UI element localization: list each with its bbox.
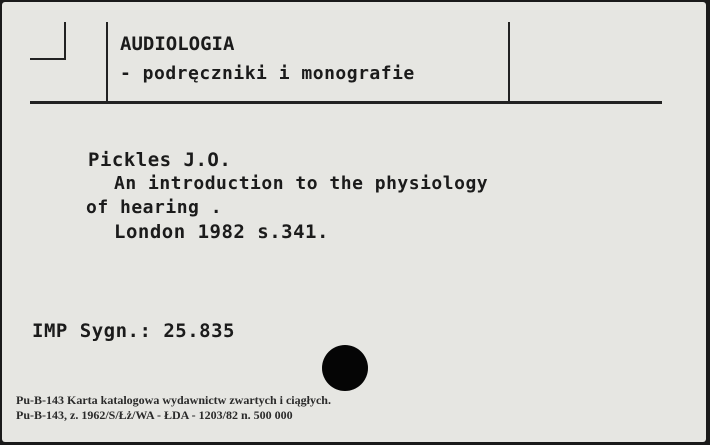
footer-line-2: Pu-B-143, z. 1962/S/Łż/WA - ŁDA - 1203/82 n. 500 000 (16, 408, 293, 422)
title-line-2: of hearing . (86, 197, 223, 218)
corner-mark-horizontal (30, 58, 66, 60)
subject-heading: AUDIOLOGIA (120, 33, 235, 55)
corner-mark-vertical (64, 22, 66, 59)
title-line-1: An introduction to the physiology (114, 173, 489, 194)
header-bottom-rule (30, 101, 662, 104)
catalog-card (2, 2, 706, 442)
shelfmark: IMP Sygn.: 25.835 (32, 320, 235, 342)
imprint: London 1982 s.341. (114, 221, 329, 243)
footer-line-1: Pu-B-143 Karta katalogowa wydawnictw zwartych i ciągłych. (16, 393, 331, 407)
header-right-rule (508, 22, 510, 102)
header-left-rule (106, 22, 108, 102)
punch-hole (322, 345, 368, 391)
author: Pickles J.O. (88, 149, 232, 171)
subject-subdivision: - podręczniki i monografie (120, 63, 415, 84)
